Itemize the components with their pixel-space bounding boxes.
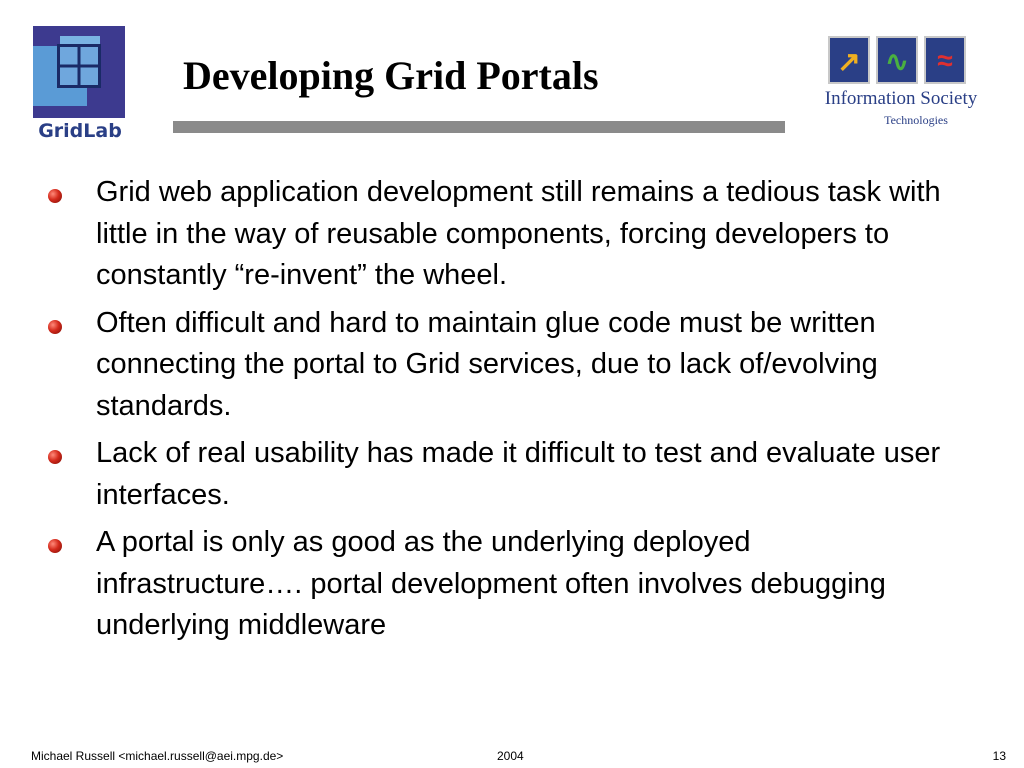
bullet-text: Grid web application development still remains a tedious task with little in the way of reusable components, forcing developers to constantly “re-invent” the wheel. bbox=[96, 176, 941, 291]
footer-year: 2004 bbox=[497, 749, 524, 763]
ist-logo-line1: Information Society bbox=[824, 88, 978, 109]
approx-icon: ≈ bbox=[924, 36, 966, 84]
gridlab-grid-icon bbox=[57, 44, 101, 88]
bullet-item bbox=[0, 172, 1024, 297]
gridlab-logo-text: GridLab bbox=[38, 120, 122, 142]
ist-logo-boxes bbox=[828, 32, 978, 92]
bullet-item bbox=[0, 433, 1024, 516]
bullet-item bbox=[0, 303, 1024, 428]
bullet-icon bbox=[48, 450, 62, 464]
bullet-icon bbox=[48, 320, 62, 334]
information-society-technologies-logo bbox=[806, 30, 996, 130]
arrow-icon: ↗ bbox=[828, 36, 870, 84]
bullet-text: Lack of real usability has made it difficult to test and evaluate user interfaces. bbox=[96, 437, 941, 511]
bullet-item bbox=[0, 522, 1024, 647]
bullet-list bbox=[0, 172, 1024, 653]
slide-title: Developing Grid Portals bbox=[183, 53, 599, 98]
bullet-icon bbox=[48, 539, 62, 553]
bullet-icon bbox=[48, 189, 62, 203]
bullet-text: A portal is only as good as the underlying deployed infrastructure…. portal development often involves debugging underlying middleware bbox=[96, 526, 886, 641]
title-underline-rule bbox=[173, 121, 785, 133]
gridlab-logo bbox=[33, 26, 127, 140]
footer-author: Michael Russell <michael.russell@aei.mpg.de> bbox=[31, 749, 284, 763]
wave-icon: ∿ bbox=[876, 36, 918, 84]
footer-page-number: 13 bbox=[992, 749, 1006, 763]
ist-logo-line2: Technologies bbox=[884, 113, 948, 127]
bullet-text: Often difficult and hard to maintain glue code must be written connecting the portal to Grid services, due to lack of/evolving standards. bbox=[96, 306, 878, 422]
